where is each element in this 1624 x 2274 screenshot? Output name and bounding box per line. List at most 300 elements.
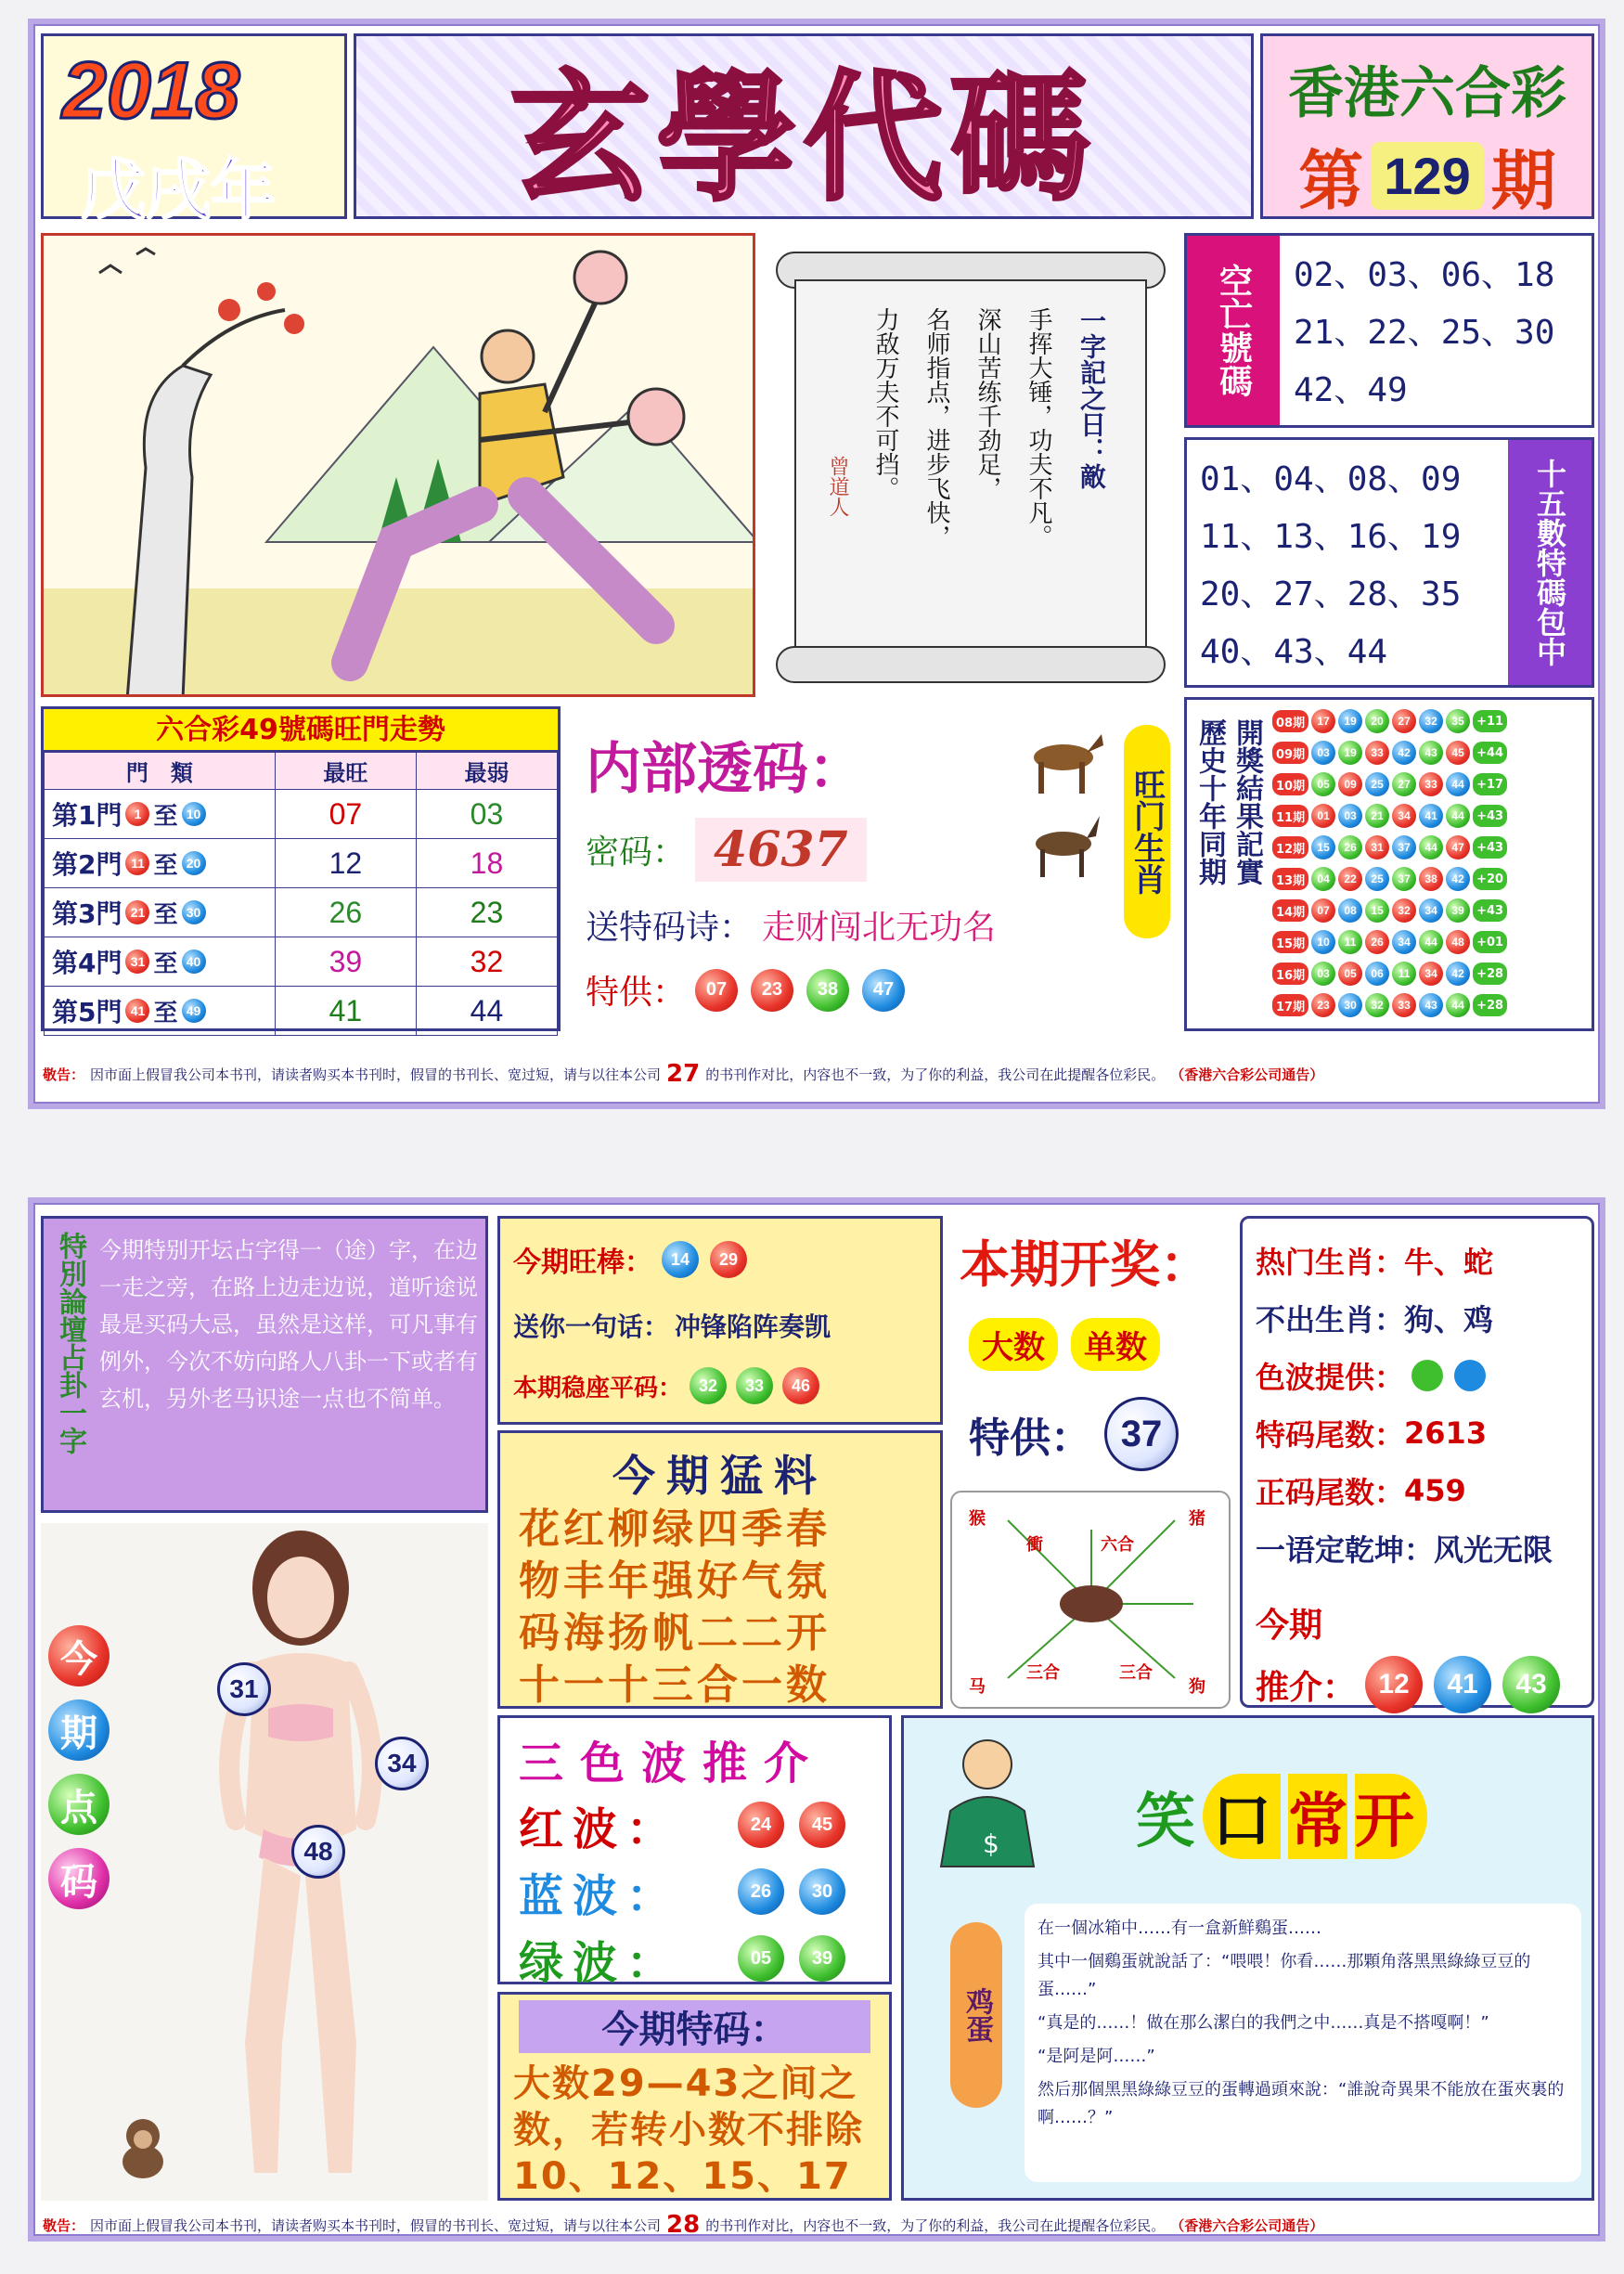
- hot-label: 一语定乾坤：: [1256, 1532, 1435, 1568]
- gate-row: [45, 790, 558, 839]
- recommend-ball: 12: [1365, 1656, 1423, 1713]
- history-ball: 27: [1392, 772, 1416, 796]
- history-ball: 11: [1392, 962, 1416, 986]
- special-ball: 23: [751, 969, 793, 1012]
- page-title: 玄學代碼: [509, 57, 1097, 220]
- history-label-a: 開獎結果記實: [1231, 718, 1263, 885]
- notice-footer-top: [43, 1056, 1591, 1092]
- history-issue: 08期: [1272, 710, 1308, 732]
- history-ball: 45: [1446, 741, 1470, 765]
- zodiac-label-1: 猴: [969, 1509, 986, 1529]
- svg-text:$: $: [983, 1828, 999, 1859]
- gate-table-box: [41, 706, 561, 1031]
- history-ball: 31: [1365, 835, 1389, 859]
- draw-special-ball: 37: [1104, 1397, 1179, 1471]
- history-ball: 44: [1446, 993, 1470, 1017]
- scroll-line-3: 名师指点，进步飞快，: [922, 307, 950, 549]
- wave-ball: 39: [799, 1935, 845, 1982]
- special-ball: 38: [806, 969, 849, 1012]
- history-issue: 12期: [1272, 836, 1308, 859]
- history-ball: 33: [1365, 741, 1389, 765]
- history-special: +01: [1473, 931, 1507, 953]
- history-issue: 17期: [1272, 994, 1308, 1016]
- scroll-line-1: 手挥大锤，功夫不凡。: [1025, 307, 1052, 549]
- scroll-line-4: 力敌万夫不可挡。: [871, 307, 899, 500]
- blue-wave-dot: [1454, 1360, 1486, 1391]
- draw-tag-big: 大数: [969, 1318, 1058, 1371]
- wave-label: 蓝波：: [519, 1869, 681, 1922]
- history-row: [1272, 800, 1590, 832]
- forum-box: [41, 1216, 488, 1513]
- kongwang-row-1: 02、03、06、18: [1294, 256, 1555, 294]
- zodiac-label-8: 狗: [1189, 1677, 1205, 1697]
- zodiac-diagram: [950, 1491, 1231, 1709]
- notice-text-a: 因市面上假冒我公司本书刊，请读者购买本书刊时，假冒的书刊长、宽过短，请与以往本公司: [90, 2216, 662, 2234]
- gate-max: 12: [275, 839, 416, 888]
- gate-to-ball: 10: [182, 802, 206, 826]
- joke-side-label: 鸡蛋: [950, 1922, 1002, 2108]
- history-ball: 07: [1311, 898, 1335, 923]
- history-special: +43: [1473, 899, 1507, 922]
- history-ball: 41: [1419, 804, 1443, 828]
- history-ball: 37: [1392, 835, 1416, 859]
- history-ball: 01: [1311, 804, 1335, 828]
- green-wave-dot: [1411, 1360, 1443, 1391]
- gate-cell: [45, 839, 276, 888]
- points-ball: 48: [291, 1825, 345, 1879]
- joke-title-char-4: 开: [1355, 1774, 1427, 1859]
- history-ball: 38: [1419, 867, 1443, 891]
- joke-line: 其中一個鷄蛋就說話了：“喂喂！你看……那顆角落黑黑綠綠豆豆的蛋……”: [1038, 1952, 1531, 1999]
- gate-name: 第3門: [52, 898, 122, 929]
- hot-label: 热门生肖：: [1256, 1245, 1405, 1280]
- joke-line: “是阿是阿……”: [1038, 2047, 1155, 2066]
- mengliao-line-4: 十一十三合一数: [519, 1661, 831, 1709]
- history-ball: 44: [1446, 804, 1470, 828]
- issue-box: [1260, 33, 1594, 219]
- gate-to-ball: 30: [182, 900, 206, 924]
- flat-code-ball: 46: [782, 1367, 819, 1404]
- history-ball: 05: [1338, 962, 1362, 986]
- history-ball: 35: [1446, 709, 1470, 733]
- top-page: [28, 19, 1605, 1109]
- wang-bang-label: 今期旺棒：: [513, 1247, 652, 1279]
- zodiac-label-6: 三合: [1026, 1663, 1060, 1683]
- wave-ball: 26: [738, 1868, 784, 1915]
- year-text: 2018: [62, 46, 240, 136]
- history-special: +28: [1473, 994, 1507, 1016]
- martial-illustration: [41, 233, 755, 697]
- fifteen-row-4: 40、43、44: [1200, 633, 1388, 671]
- mengliao-line-3: 码海扬帆二二开: [519, 1609, 831, 1657]
- history-box: [1184, 697, 1594, 1031]
- gate-max: 41: [275, 987, 416, 1036]
- history-issue: 11期: [1272, 805, 1308, 827]
- mengliao-title: 今期猛料: [612, 1451, 828, 1501]
- history-ball: 03: [1311, 741, 1335, 765]
- horse-icon: [1022, 725, 1105, 799]
- history-ball: 34: [1419, 898, 1443, 923]
- history-issue: 13期: [1272, 868, 1308, 890]
- flat-code-ball: 33: [736, 1367, 773, 1404]
- notice-tag: 敬告：: [43, 2216, 85, 2234]
- joke-title: [1136, 1774, 1427, 1859]
- gate-table: [44, 752, 558, 1036]
- issue-line: [1263, 129, 1592, 223]
- history-issue: 16期: [1272, 963, 1308, 985]
- scroll-title: 一字記之日：敵: [1076, 307, 1107, 489]
- history-row: [1272, 895, 1590, 926]
- gate-cell: [45, 888, 276, 937]
- history-ball: 34: [1419, 962, 1443, 986]
- wang-bang-ball: 29: [710, 1241, 747, 1278]
- history-ball: 43: [1419, 993, 1443, 1017]
- gate-to-word: 至: [153, 900, 178, 929]
- inside-title: 内部透码：: [586, 737, 864, 802]
- history-ball: 06: [1365, 962, 1389, 986]
- history-ball: 11: [1338, 930, 1362, 954]
- history-ball: 30: [1338, 993, 1362, 1017]
- gate-to-word: 至: [153, 999, 178, 1027]
- money-bag-icon: [932, 1727, 1043, 1876]
- points-char-2: 期: [48, 1699, 110, 1761]
- fifteen-row-2: 11、13、16、19: [1200, 518, 1462, 556]
- history-ball: 47: [1446, 835, 1470, 859]
- history-row: [1272, 926, 1590, 958]
- poem-scroll: [767, 252, 1175, 688]
- history-ball: 42: [1392, 741, 1416, 765]
- joke-title-char-1: 笑: [1136, 1788, 1195, 1856]
- gate-header-type: 門 類: [45, 753, 276, 790]
- gate-from-ball: 31: [125, 950, 149, 974]
- history-issue: 10期: [1272, 773, 1308, 795]
- history-special: +11: [1473, 710, 1507, 732]
- mengliao-box: [497, 1430, 943, 1709]
- history-ball: 48: [1446, 930, 1470, 954]
- wave-label: 绿波：: [519, 1936, 681, 1989]
- wave-ball: 24: [738, 1802, 784, 1848]
- mengliao-line-1: 花红柳绿四季春: [519, 1505, 831, 1553]
- history-issue: 09期: [1272, 742, 1308, 764]
- scroll-line-2: 深山苦练千劲足，: [973, 307, 1001, 500]
- fifteen-row-3: 20、27、28、35: [1200, 575, 1462, 614]
- forum-text: 今期特别开坛占字得一（途）字，在边一走之旁，在路上边走边说，道听途说最是买码大忌，虽然是这样，可凡事有例外，今次不妨向路人八卦一下或者有玄机，另外老马识途一点也不简单。: [99, 1237, 478, 1412]
- issue-number: 129: [1371, 142, 1483, 210]
- gate-name: 第5門: [52, 997, 122, 1027]
- te-ma-title: 今期特码：: [519, 2000, 870, 2053]
- history-row: [1272, 769, 1590, 800]
- gate-name: 第1門: [52, 800, 122, 831]
- special-ball: 07: [695, 969, 738, 1012]
- history-row: [1272, 989, 1590, 1021]
- gate-cell: [45, 987, 276, 1036]
- gate-max: 39: [275, 937, 416, 987]
- hot-label: 特码尾数：: [1256, 1417, 1405, 1453]
- model-box: [41, 1523, 488, 2201]
- history-ball: 44: [1419, 835, 1443, 859]
- history-row: [1272, 705, 1590, 737]
- gate-row: [45, 839, 558, 888]
- wave-row: [519, 1791, 889, 1858]
- wang-bang-ball: 14: [662, 1241, 699, 1278]
- wang-bang-box: [497, 1216, 943, 1425]
- year-label: 戊戌年: [81, 152, 276, 228]
- hot-box: [1240, 1216, 1594, 1708]
- hot-row: [1256, 1404, 1590, 1462]
- forum-side-label: 特別論壇占卦一字: [54, 1232, 86, 1454]
- history-ball: 34: [1392, 930, 1416, 954]
- hot-value: 狗、鸡: [1404, 1302, 1494, 1337]
- history-special: +20: [1473, 868, 1507, 890]
- te-ma-box: [497, 1992, 892, 2201]
- bottom-page: [28, 1197, 1605, 2242]
- special-label: 特供：: [586, 974, 687, 1012]
- history-ball: 26: [1338, 835, 1362, 859]
- gate-to-ball: 49: [182, 999, 206, 1023]
- gate-to-word: 至: [153, 851, 178, 880]
- hot-label: 不出生肖：: [1256, 1302, 1405, 1337]
- hot-value: 牛、蛇: [1404, 1245, 1494, 1280]
- poem-label: 送特码诗：: [586, 909, 754, 947]
- points-ball: 34: [375, 1737, 429, 1790]
- color-waves-box: [497, 1715, 892, 1989]
- zodiac-label-7: 三合: [1119, 1663, 1153, 1683]
- gate-name: 第4門: [52, 948, 122, 978]
- fifteen-box: [1184, 437, 1594, 688]
- draw-special-label: 特供：: [969, 1415, 1091, 1462]
- points-label-column: [48, 1625, 110, 1909]
- zodiac-label-3: 六合: [1101, 1535, 1134, 1555]
- history-ball: 15: [1365, 898, 1389, 923]
- monkey-icon: [106, 2108, 180, 2182]
- history-special: +28: [1473, 963, 1507, 985]
- zodiac-label-2: 衝: [1026, 1535, 1043, 1555]
- history-ball: 05: [1311, 772, 1335, 796]
- draw-tag-odd: 单数: [1071, 1318, 1160, 1371]
- history-ball: 20: [1365, 709, 1389, 733]
- history-ball: 15: [1311, 835, 1335, 859]
- joke-box: [901, 1715, 1594, 2201]
- gate-max: 26: [275, 888, 416, 937]
- gate-to-ball: 20: [182, 851, 206, 875]
- gate-row: [45, 987, 558, 1036]
- history-ball: 33: [1419, 772, 1443, 796]
- flat-code-ball: 32: [690, 1367, 727, 1404]
- poem-value: 走财闯北无功名: [762, 909, 997, 947]
- history-ball: 42: [1446, 962, 1470, 986]
- history-ball: 25: [1365, 867, 1389, 891]
- notice-text-b: 的书刊作对比，内容也不一致，为了你的利益，我公司在此提醒各位彩民。: [705, 2216, 1166, 2234]
- history-ball: 34: [1392, 804, 1416, 828]
- scroll-seal: 曾道人: [826, 456, 849, 517]
- hot-value: 2613: [1404, 1415, 1488, 1451]
- rec-label-a: 今期: [1256, 1607, 1323, 1645]
- history-issue: 15期: [1272, 931, 1308, 953]
- history-ball: 39: [1446, 898, 1470, 923]
- gate-name: 第2門: [52, 849, 122, 880]
- history-special: +43: [1473, 805, 1507, 827]
- recommend-ball: 43: [1502, 1656, 1560, 1713]
- history-row: [1272, 832, 1590, 863]
- te-ma-text: 大数29—43之间之数，若转小数不排除10、12、15、17: [513, 2062, 864, 2198]
- history-ball: 03: [1311, 962, 1335, 986]
- history-ball: 32: [1419, 709, 1443, 733]
- history-ball: 19: [1338, 709, 1362, 733]
- phrase-value: 冲锋陷阵奏凯: [675, 1311, 831, 1342]
- fifteen-row-1: 01、04、08、09: [1200, 460, 1462, 498]
- history-row: [1272, 958, 1590, 989]
- history-ball: 22: [1338, 867, 1362, 891]
- gate-header-min: 最弱: [416, 753, 557, 790]
- hot-row: [1256, 1347, 1590, 1404]
- wave-label: 红波：: [519, 1802, 681, 1855]
- warrior-scene-image: [44, 236, 755, 697]
- history-ball: 44: [1446, 772, 1470, 796]
- joke-line: 然后那個黑黑綠綠豆豆的蛋轉過頭來說：“誰說奇異果不能放在蛋夾裏的啊……？”: [1038, 2080, 1565, 2127]
- fifteen-label: 十五數特碼包中: [1508, 440, 1592, 685]
- password-label: 密码：: [586, 833, 687, 872]
- hot-value: 风光无限: [1434, 1532, 1553, 1568]
- gate-cell: [45, 790, 276, 839]
- history-ball: 04: [1311, 867, 1335, 891]
- wave-row: [519, 1925, 889, 1992]
- notice-footer-bottom: [43, 2207, 1591, 2242]
- gate-header-max: 最旺: [275, 753, 416, 790]
- history-special: +43: [1473, 836, 1507, 859]
- wave-ball: 45: [799, 1802, 845, 1848]
- history-issue: 14期: [1272, 899, 1308, 922]
- history-ball: 23: [1311, 993, 1335, 1017]
- history-ball: 27: [1392, 709, 1416, 733]
- special-ball: 47: [862, 969, 905, 1012]
- notice-tag: 敬告：: [43, 1066, 85, 1083]
- joke-line: “真是的……！做在那么潔白的我們之中……真是不搭嘎啊！”: [1038, 2013, 1489, 2033]
- rec-label-b: 推介：: [1256, 1668, 1357, 1707]
- draw-title: 本期开奖：: [960, 1235, 1210, 1294]
- draw-box: [950, 1216, 1231, 1485]
- hot-row: [1256, 1232, 1590, 1289]
- joke-text-panel: [1025, 1904, 1581, 2182]
- gate-from-ball: 11: [125, 851, 149, 875]
- history-ball: 37: [1392, 867, 1416, 891]
- history-row: [1272, 863, 1590, 895]
- history-ball: 08: [1338, 898, 1362, 923]
- mengliao-line-2: 物丰年强好气氛: [519, 1557, 831, 1605]
- gate-from-ball: 21: [125, 900, 149, 924]
- notice-source: （香港六合彩公司通告）: [1170, 1066, 1324, 1083]
- points-char-1: 今: [48, 1625, 110, 1686]
- color-waves-title: 三色波推介: [519, 1738, 826, 1789]
- wang-zodiac-label: 旺门生肖: [1124, 725, 1170, 938]
- gate-min: 32: [416, 937, 557, 987]
- hot-label: 色波提供：: [1256, 1360, 1405, 1395]
- gate-max: 07: [275, 790, 416, 839]
- kongwang-box: [1184, 233, 1594, 428]
- year-box: [41, 33, 347, 228]
- joke-title-char-3: 常: [1288, 1774, 1347, 1859]
- wave-ball: 30: [799, 1868, 845, 1915]
- history-row: [1272, 737, 1590, 769]
- zodiac-label-4: 猪: [1189, 1509, 1205, 1529]
- recommend-ball: 41: [1434, 1656, 1491, 1713]
- gate-from-ball: 41: [125, 999, 149, 1023]
- gate-to-ball: 40: [182, 950, 206, 974]
- history-special: +17: [1473, 773, 1507, 795]
- wave-ball: 05: [738, 1935, 784, 1982]
- gate-row: [45, 888, 558, 937]
- gate-row: [45, 937, 558, 987]
- gate-from-ball: 1: [125, 802, 149, 826]
- gate-min: 03: [416, 790, 557, 839]
- history-ball: 19: [1338, 741, 1362, 765]
- password-value: 4637: [695, 818, 867, 882]
- points-ball: 31: [217, 1662, 271, 1716]
- hot-row: [1256, 1462, 1590, 1519]
- history-ball: 17: [1311, 709, 1335, 733]
- scroll-bottom-roll: [776, 646, 1166, 683]
- history-ball: 03: [1338, 804, 1362, 828]
- gate-to-word: 至: [153, 950, 178, 978]
- issue-suffix: 期: [1490, 143, 1556, 219]
- gate-cell: [45, 937, 276, 987]
- gate-min: 44: [416, 987, 557, 1036]
- hot-row: [1256, 1519, 1590, 1577]
- history-ball: 33: [1392, 993, 1416, 1017]
- gate-min: 23: [416, 888, 557, 937]
- history-ball: 10: [1311, 930, 1335, 954]
- notice-number: 27: [666, 1060, 701, 1088]
- notice-number: 28: [666, 2211, 701, 2239]
- notice-text-a: 因市面上假冒我公司本书刊，请读者购买本书刊时，假冒的书刊长、宽过短，请与以往本公司: [90, 1066, 662, 1083]
- hot-value: 459: [1404, 1473, 1466, 1508]
- history-label-b: 歷史十年同期: [1193, 718, 1226, 885]
- history-ball: 26: [1365, 930, 1389, 954]
- history-ball: 42: [1446, 867, 1470, 891]
- notice-source: （香港六合彩公司通告）: [1170, 2216, 1324, 2234]
- issue-prefix: 第: [1298, 143, 1364, 219]
- history-ball: 44: [1419, 930, 1443, 954]
- history-ball: 09: [1338, 772, 1362, 796]
- goat-icon: [1022, 808, 1105, 883]
- history-special: +44: [1473, 742, 1507, 764]
- history-ball: 32: [1365, 993, 1389, 1017]
- inside-box: [567, 706, 1175, 1031]
- phrase-label: 送你一句话：: [513, 1311, 670, 1342]
- zodiac-label-5: 马: [969, 1677, 986, 1697]
- gate-to-word: 至: [153, 802, 178, 831]
- wave-row: [519, 1858, 889, 1925]
- flat-code-label: 本期稳座平码：: [513, 1374, 683, 1402]
- kongwang-label: 空亡號碼: [1187, 236, 1280, 425]
- title-box: [354, 33, 1254, 219]
- lottery-name: 香港六合彩: [1288, 61, 1566, 126]
- hot-row: [1256, 1289, 1590, 1347]
- kongwang-row-2: 21、22、25、30: [1294, 314, 1555, 352]
- joke-line: 在一個冰箱中……有一盒新鮮鷄蛋……: [1038, 1919, 1321, 1938]
- history-ball: 43: [1419, 741, 1443, 765]
- history-ball: 25: [1365, 772, 1389, 796]
- gate-table-title: 六合彩49號碼旺門走勢: [44, 709, 558, 752]
- hot-label: 正码尾数：: [1256, 1475, 1405, 1510]
- history-ball: 32: [1392, 898, 1416, 923]
- history-ball: 21: [1365, 804, 1389, 828]
- gate-min: 18: [416, 839, 557, 888]
- joke-title-char-2: 口: [1203, 1774, 1281, 1859]
- notice-text-b: 的书刊作对比，内容也不一致，为了你的利益，我公司在此提醒各位彩民。: [705, 1066, 1166, 1083]
- kongwang-row-3: 42、49: [1294, 371, 1408, 409]
- points-char-4: 码: [48, 1848, 110, 1909]
- points-char-3: 点: [48, 1774, 110, 1835]
